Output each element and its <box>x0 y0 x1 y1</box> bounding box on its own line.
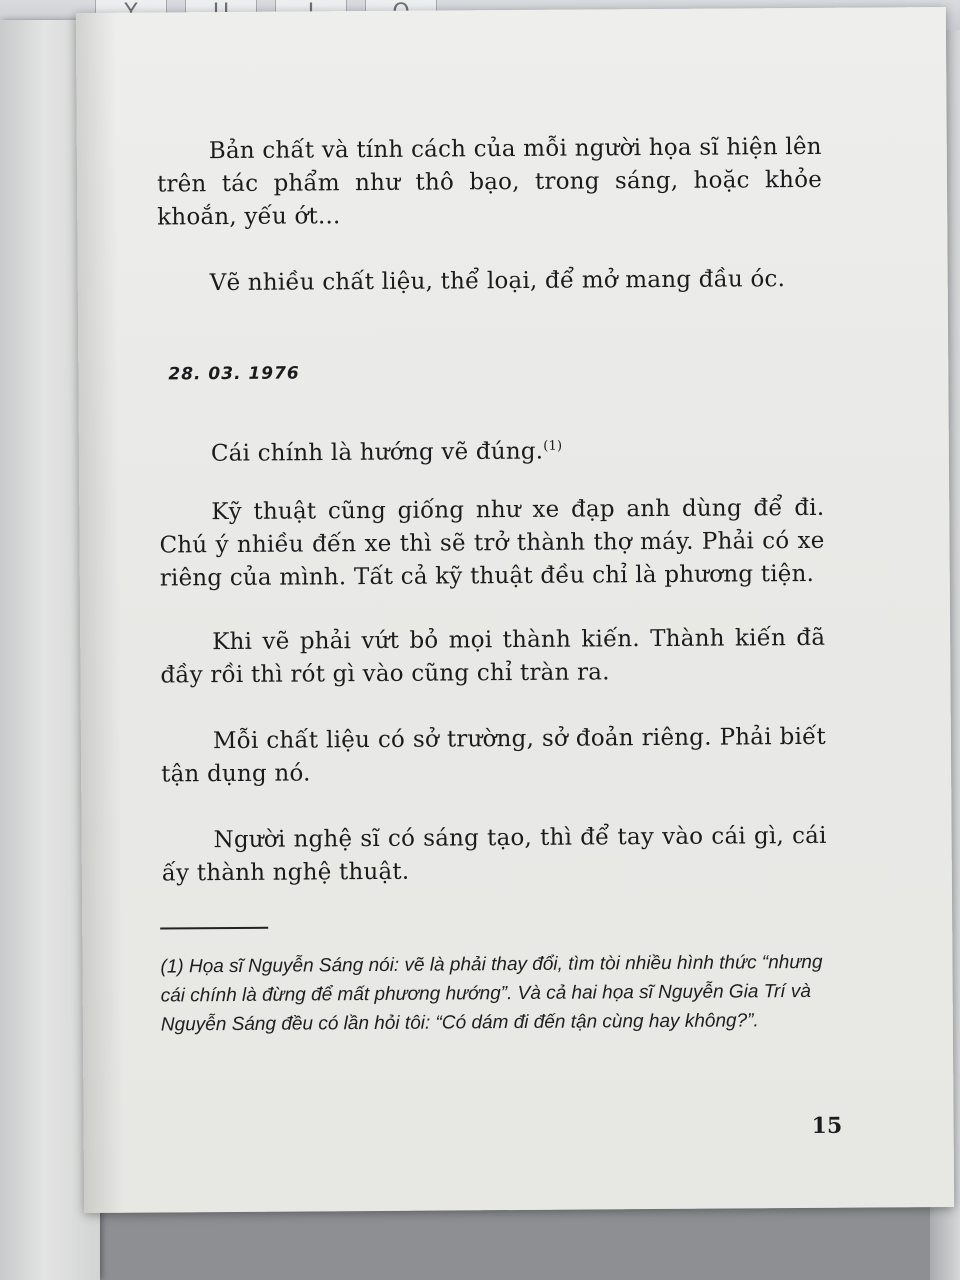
paragraph-material-strengths: Mỗi chất liệu có sở trường, sở đoản riêng. Phải biết tận dụng nó. <box>161 723 826 788</box>
page-number: 15 <box>811 1112 843 1139</box>
paragraph-technique: Kỹ thuật cũng giống như xe đạp anh dùng để đi. Chú ý nhiều đến xe thì sẽ trở thành thợ máy. Phải có xe riêng của mình. Tất cả kỹ thuật đều chỉ là phương tiện. <box>159 494 825 592</box>
footnote-divider <box>160 927 268 930</box>
page-gutter-shadow <box>76 13 124 1213</box>
footnote-ref: (1) <box>543 438 563 454</box>
book-page <box>76 7 954 1213</box>
paragraph-direction <box>159 428 824 471</box>
direction-text: Cái chính là hướng vẽ đúng. <box>210 438 544 467</box>
footnote: (1) Họa sĩ Nguyễn Sáng nói: vẽ là phải thay đổi, tìm tòi nhiều hình thức “nhưng cái chính là đừng để mất phương hướng”. Và cả hai họa sĩ Nguyễn Gia Trí và Nguyễn Sáng đều có lần hỏi tôi: “Có dám đi đến tận cùng hay không?”. <box>160 951 823 1036</box>
paragraph-nature: Bản chất và tính cách của mỗi người họa sĩ hiện lên trên tác phẩm như thô bạo, trong sáng, hoặc khỏe khoắn, yếu ớt... <box>156 133 823 231</box>
paragraph-creative-artist: Người nghệ sĩ có sáng tạo, thì để tay vào cái gì, cái ấy thành nghệ thuật. <box>161 822 827 887</box>
paragraph-materials: Vẽ nhiều chất liệu, thể loại, để mở mang đầu óc. <box>209 266 786 297</box>
paragraph-prejudice: Khi vẽ phải vứt bỏ mọi thành kiến. Thành kiến đã đầy rồi thì rót gì vào cũng chỉ tràn ra. <box>160 624 826 689</box>
entry-date: 28. 03. 1976 <box>168 363 300 385</box>
